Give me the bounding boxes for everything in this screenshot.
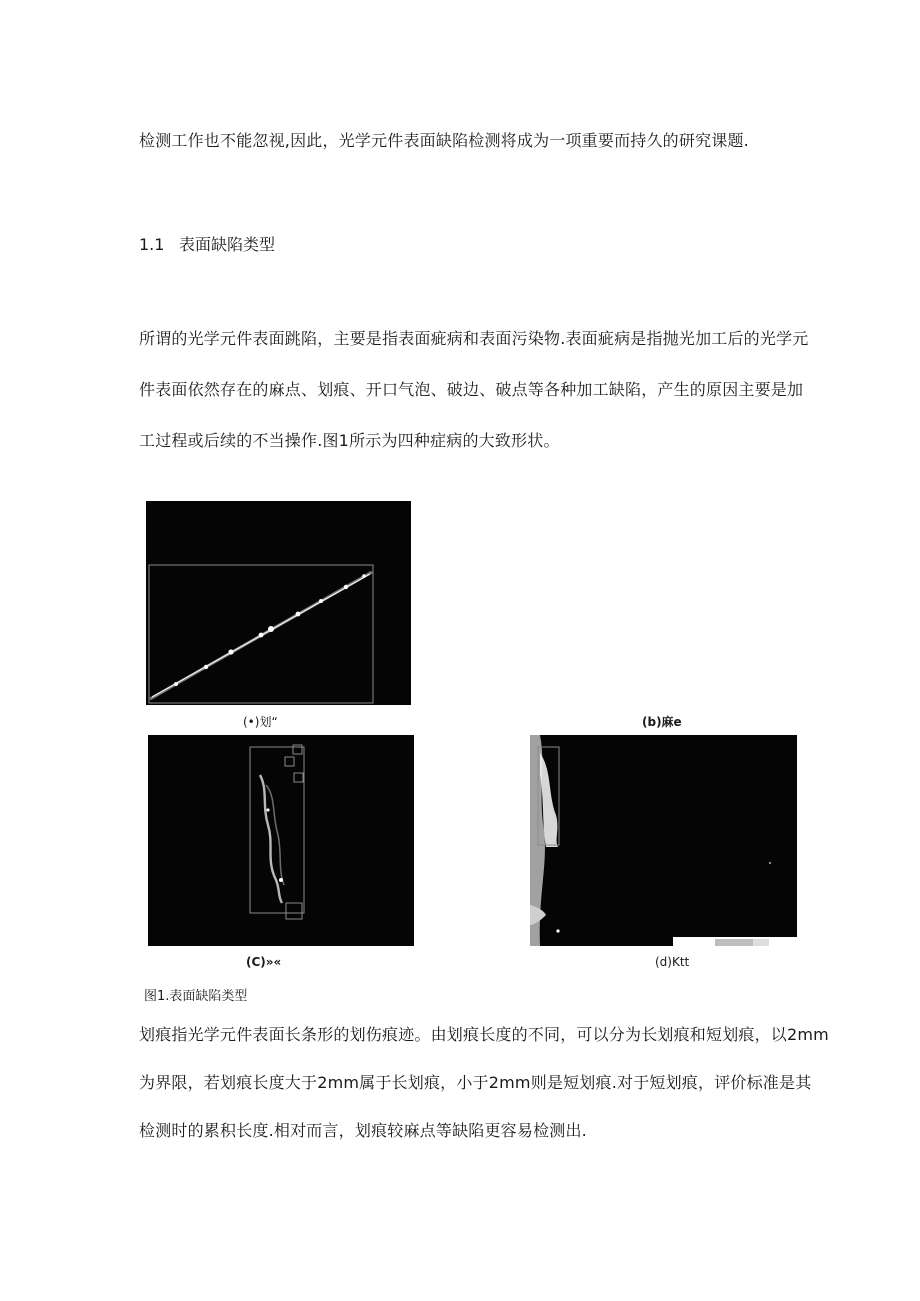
caption-b: (b)麻e	[642, 715, 682, 729]
section-number: 1.1	[139, 235, 165, 254]
figure-a-scratch-image	[146, 501, 411, 705]
caption-a: (•)划“	[243, 715, 278, 729]
paragraph1-line2: 件表面依然存在的麻点、划痕、开口气泡、破边、破点等各种加工缺陷，产生的原因主要是加	[139, 380, 804, 399]
paragraph2-line3: 检测时的累积长度.相对而言，划痕较麻点等缺陷更容易检测出.	[139, 1121, 587, 1140]
figure-c-image	[148, 735, 414, 946]
paragraph2-line1: 划痕指光学元件表面长条形的划伤痕迹。由划痕长度的不同，可以分为长划痕和短划痕，以2mm	[139, 1025, 829, 1044]
caption-c: (C)»«	[246, 955, 282, 969]
figure-d-image	[530, 735, 797, 946]
paragraph1-line3: 工过程或后续的不当操作.图1所示为四种症病的大致形状。	[139, 431, 560, 450]
paragraph2-line2: 为界限，若划痕长度大于2mm属于长划痕，小于2mm则是短划痕.对于短划痕，评价标准是其	[139, 1073, 812, 1092]
figure-title: 图1.表面缺陷类型	[144, 989, 248, 1004]
caption-d: (d)Ktt	[655, 955, 690, 969]
section-title: 表面缺陷类型	[179, 235, 276, 254]
section-heading	[139, 232, 275, 255]
intro-line: 检测工作也不能忽视,因此，光学元件表面缺陷检测将成为一项重要而持久的研究课题.	[139, 131, 749, 150]
paragraph1-line1: 所谓的光学元件表面跳陷，主要是指表面疵病和表面污染物.表面疵病是指抛光加工后的光学元	[139, 329, 809, 348]
